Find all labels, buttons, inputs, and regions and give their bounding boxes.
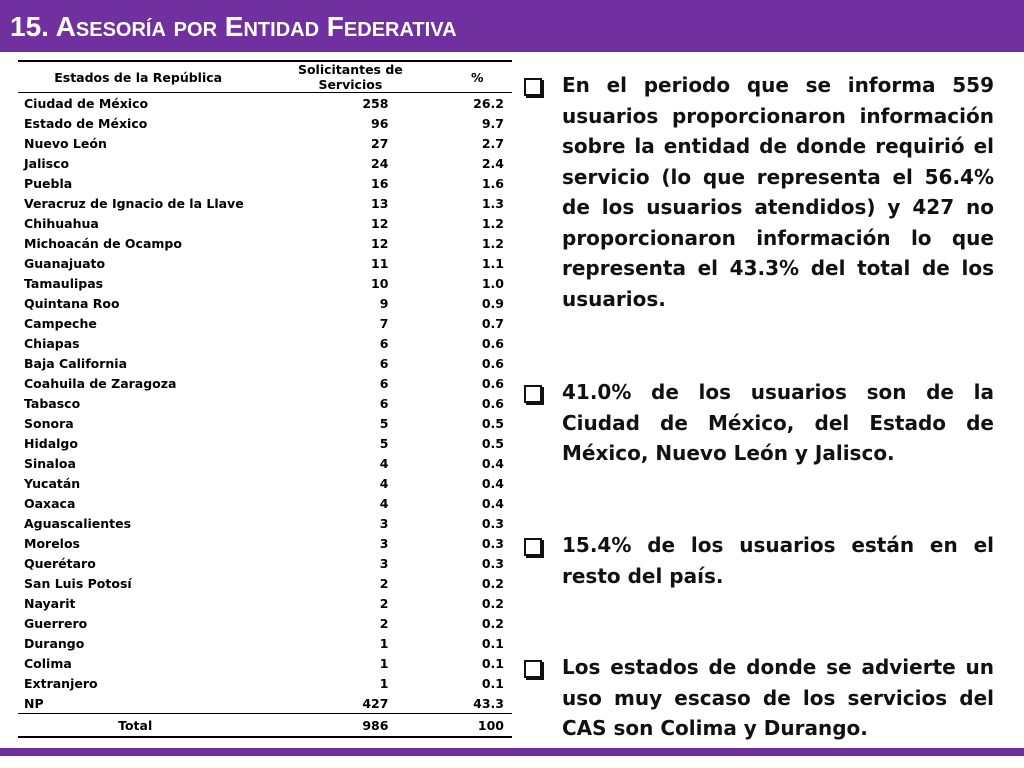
table-header: [18, 61, 512, 93]
percent-cell: 0.4: [481, 495, 504, 511]
state-cell: Aguascalientes: [24, 515, 132, 531]
requests-cell: 4: [379, 475, 389, 491]
bullet-text: 41.0% de los usuarios son de la Ciudad de México, del Estado de México, Nuevo León y Jalisco.: [562, 380, 994, 465]
percent-cell: 0.2: [481, 615, 504, 631]
requests-cell: 12: [371, 235, 389, 251]
data-table: [18, 60, 512, 738]
state-cell: Coahuila de Zaragoza: [24, 375, 177, 391]
requests-cell: 1: [379, 675, 389, 691]
requests-cell: 96: [371, 115, 389, 131]
requests-cell: 10: [371, 275, 389, 291]
state-cell: Nuevo León: [24, 135, 107, 151]
requests-cell: 13: [371, 195, 389, 211]
state-cell: Veracruz de Ignacio de la Llave: [24, 195, 244, 211]
requests-cell: 6: [379, 355, 389, 371]
state-cell: Tamaulipas: [24, 275, 104, 291]
table-row: [18, 273, 512, 293]
state-cell: Tabasco: [24, 395, 81, 411]
footer-bar: [0, 748, 1024, 756]
percent-cell: 1.2: [481, 215, 504, 231]
percent-cell: 0.1: [481, 675, 504, 691]
table-row: [18, 153, 512, 173]
requests-cell: 6: [379, 335, 389, 351]
requests-cell: 1: [379, 655, 389, 671]
state-cell: Oaxaca: [24, 495, 76, 511]
page-title: 15. Asesoría por Entidad Federativa: [10, 11, 457, 42]
header-row: [18, 61, 512, 93]
total-percent: 100: [442, 714, 512, 738]
table-row: [18, 673, 512, 693]
table-row: [18, 193, 512, 213]
percent-cell: 0.2: [481, 575, 504, 591]
state-cell: NP: [18, 693, 258, 714]
requests-cell: 24: [371, 155, 389, 171]
table-row: [18, 513, 512, 533]
bullet-text: Los estados de donde se advierte un uso muy escaso de los servicios del CAS son Colima y Durango.: [562, 655, 994, 740]
percent-cell: 0.4: [481, 475, 504, 491]
table-row: [18, 573, 512, 593]
percent-cell: 0.9: [481, 295, 504, 311]
table-row: [18, 393, 512, 413]
table-row: [18, 333, 512, 353]
requests-cell: 4: [379, 495, 389, 511]
table-row: [18, 493, 512, 513]
percent-cell: 0.2: [481, 595, 504, 611]
percent-cell: 2.4: [481, 155, 504, 171]
state-cell: Chihuahua: [24, 215, 99, 231]
bullet-item: [524, 530, 994, 591]
state-cell: Yucatán: [24, 475, 81, 491]
percent-cell: 1.1: [481, 255, 504, 271]
percent-cell: 1.2: [481, 235, 504, 251]
requests-cell: 3: [379, 555, 389, 571]
table-row: [18, 233, 512, 253]
bullet-text: En el periodo que se informa 559 usuarios proporcionaron información sobre la entidad de donde requirió el servicio (lo que representa el 56.4% de los usuarios atendidos) y 427 no proporcionaron información lo que representa el 43.3% del total de los usuarios.: [562, 73, 994, 311]
percent-cell: 0.6: [481, 335, 504, 351]
percent-cell: 0.3: [481, 535, 504, 551]
states-table: [18, 60, 512, 738]
checkbox-bullet-icon: [524, 538, 542, 556]
state-cell: Jalisco: [24, 155, 70, 171]
state-cell: Morelos: [24, 535, 80, 551]
checkbox-bullet-icon: [524, 660, 542, 678]
column-header-percent: %: [442, 61, 512, 93]
percent-cell: 0.1: [481, 635, 504, 651]
table-row: [18, 453, 512, 473]
table-row: [18, 413, 512, 433]
requests-cell: 7: [379, 315, 389, 331]
table-row: [18, 133, 512, 153]
table-row: [18, 653, 512, 673]
requests-cell: 5: [379, 435, 389, 451]
requests-cell: 2: [379, 615, 389, 631]
requests-cell: 11: [371, 255, 389, 271]
percent-cell: 9.7: [481, 115, 504, 131]
requests-cell: 258: [362, 95, 389, 111]
percent-cell: 1.3: [481, 195, 504, 211]
state-cell: Guerrero: [24, 615, 88, 631]
requests-cell: 6: [379, 375, 389, 391]
state-cell: Sonora: [24, 415, 74, 431]
percent-cell: 0.3: [481, 555, 504, 571]
percent-cell: 0.5: [481, 415, 504, 431]
state-cell: Hidalgo: [24, 435, 78, 451]
checkbox-bullet-icon: [524, 78, 542, 96]
requests-cell: 3: [379, 535, 389, 551]
total-requests: 986: [258, 714, 442, 738]
table-row: [18, 353, 512, 373]
percent-cell: 43.3: [442, 693, 512, 714]
percent-cell: 0.3: [481, 515, 504, 531]
percent-cell: 0.6: [481, 355, 504, 371]
requests-cell: 2: [379, 575, 389, 591]
requests-cell: 427: [258, 693, 442, 714]
table-row: [18, 213, 512, 233]
checkbox-bullet-icon: [524, 385, 542, 403]
table-row: [18, 253, 512, 273]
title-bar: [0, 0, 1024, 52]
requests-cell: 16: [371, 175, 389, 191]
state-cell: Puebla: [24, 175, 73, 191]
requests-cell: 3: [379, 515, 389, 531]
percent-cell: 0.5: [481, 435, 504, 451]
bullet-item: [524, 70, 994, 314]
state-cell: San Luis Potosí: [24, 575, 132, 591]
table-row: [18, 93, 512, 114]
table-row: [18, 693, 512, 714]
bullet-text: 15.4% de los usuarios están en el resto del país.: [562, 533, 994, 588]
requests-cell: 2: [379, 595, 389, 611]
column-header-states: Estados de la República: [18, 61, 258, 93]
table-row: [18, 173, 512, 193]
table-row: [18, 313, 512, 333]
state-cell: Quintana Roo: [24, 295, 120, 311]
requests-cell: 1: [379, 635, 389, 651]
table-row: [18, 113, 512, 133]
state-cell: Colima: [24, 655, 72, 671]
state-cell: Extranjero: [24, 675, 98, 691]
table-row: [18, 473, 512, 493]
state-cell: Estado de México: [24, 115, 148, 131]
requests-cell: 6: [379, 395, 389, 411]
state-cell: Sinaloa: [24, 455, 76, 471]
requests-cell: 12: [371, 215, 389, 231]
percent-cell: 0.1: [481, 655, 504, 671]
table-row: [18, 293, 512, 313]
bullet-list: [524, 70, 994, 740]
table-footer: [18, 714, 512, 738]
requests-cell: 9: [379, 295, 389, 311]
percent-cell: 2.7: [481, 135, 504, 151]
table-row: [18, 553, 512, 573]
state-cell: Chiapas: [24, 335, 80, 351]
table-row: [18, 533, 512, 553]
table-row: [18, 613, 512, 633]
table-row: [18, 593, 512, 613]
percent-cell: 0.6: [481, 375, 504, 391]
column-header-requests: Solicitantes de Servicios: [258, 61, 442, 93]
state-cell: Nayarit: [24, 595, 76, 611]
state-cell: Durango: [24, 635, 85, 651]
requests-cell: 4: [379, 455, 389, 471]
total-label: Total: [18, 714, 258, 738]
percent-cell: 1.0: [481, 275, 504, 291]
bullet-item: [524, 377, 994, 469]
table-body: [18, 93, 512, 714]
table-row: [18, 633, 512, 653]
state-cell: Querétaro: [24, 555, 96, 571]
state-cell: Michoacán de Ocampo: [24, 235, 182, 251]
bullet-item: [524, 652, 994, 744]
percent-cell: 0.7: [481, 315, 504, 331]
percent-cell: 26.2: [473, 95, 504, 111]
state-cell: Guanajuato: [24, 255, 106, 271]
percent-cell: 1.6: [481, 175, 504, 191]
state-cell: Campeche: [24, 315, 97, 331]
table-row: [18, 373, 512, 393]
state-cell: Baja California: [24, 355, 128, 371]
percent-cell: 0.4: [481, 455, 504, 471]
total-row: [18, 714, 512, 738]
state-cell: Ciudad de México: [24, 95, 149, 111]
percent-cell: 0.6: [481, 395, 504, 411]
requests-cell: 27: [371, 135, 389, 151]
table-row: [18, 433, 512, 453]
requests-cell: 5: [379, 415, 389, 431]
